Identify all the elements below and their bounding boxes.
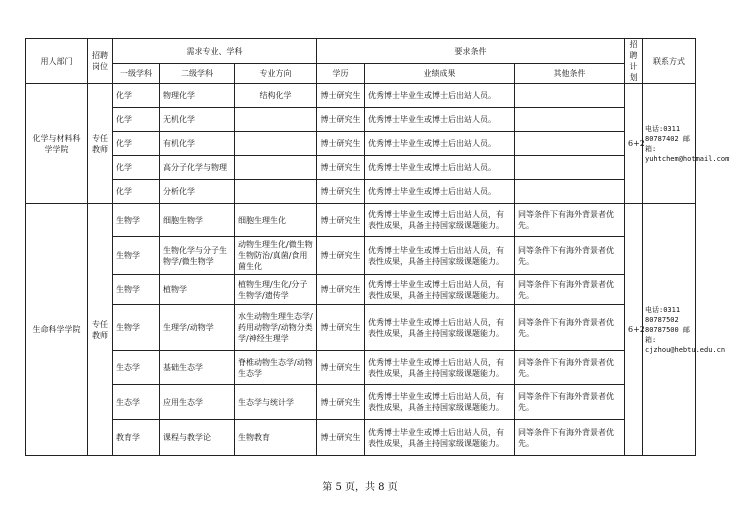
table-row [26,275,696,305]
header-other: 其他条件 [515,64,625,84]
degree-cell: 博士研究生 [317,156,365,180]
plan-cell: 6+2 [625,204,643,456]
degree-cell: 博士研究生 [317,420,365,456]
achievement-cell: 优秀博士毕业生或博士后出站人员。 [365,156,515,180]
dept-cell: 化学与材料科学学院 [26,84,88,204]
plan-cell: 6+2 [625,84,643,204]
header-level1: 一级学科 [113,64,160,84]
level2-cell: 分析化学 [160,180,235,204]
other-cell [515,156,625,180]
table-row [26,237,696,275]
level2-cell: 应用生态学 [160,385,235,420]
degree-cell: 博士研究生 [317,180,365,204]
other-cell [515,132,625,156]
direction-cell [235,108,317,132]
level1-cell: 生态学 [113,351,160,385]
achievement-cell: 优秀博士毕业生或博士后出站人员。 [365,132,515,156]
table-row [26,420,696,456]
level1-cell: 化学 [113,180,160,204]
table-row [26,385,696,420]
direction-cell: 生态学与统计学 [235,385,317,420]
achievement-cell: 优秀博士毕业生或博士后出站人员。 [365,180,515,204]
page-footer: 第 5 页，共 8 页 [322,482,398,493]
recruitment-table [25,38,729,456]
achievement-cell: 优秀博士毕业生或博士后出站人员，有表性成果，具备主持国家级课题能力。 [365,204,515,237]
degree-cell: 博士研究生 [317,84,365,108]
level1-cell: 生态学 [113,385,160,420]
achievement-cell: 优秀博士毕业生或博士后出站人员。 [365,84,515,108]
header-direction: 专业方向 [235,64,317,84]
degree-cell: 博士研究生 [317,237,365,275]
degree-cell: 博士研究生 [317,275,365,305]
level2-cell: 细胞生物学 [160,204,235,237]
table-row [26,84,696,108]
achievement-cell: 优秀博士毕业生或博士后出站人员，有表性成果，具备主持国家级课题能力。 [365,305,515,351]
level2-cell: 课程与教学论 [160,420,235,456]
level1-cell: 生物学 [113,237,160,275]
header-post: 招聘岗位 [88,39,113,84]
achievement-cell: 优秀博士毕业生或博士后出站人员，有表性成果，具备主持国家级课题能力。 [365,385,515,420]
direction-cell: 动物生理生化/微生物生物防治/真菌/食用菌生化 [235,237,317,275]
direction-cell [235,156,317,180]
level1-cell: 生物学 [113,204,160,237]
direction-cell: 生物教育 [235,420,317,456]
other-cell: 同等条件下有海外背景者优先。 [515,305,625,351]
other-cell [515,108,625,132]
other-cell: 同等条件下有海外背景者优先。 [515,204,625,237]
level1-cell: 生物学 [113,305,160,351]
direction-cell [235,180,317,204]
other-cell [515,180,625,204]
direction-cell: 脊椎动物生态学/动物生态学 [235,351,317,385]
other-cell [515,84,625,108]
other-cell: 同等条件下有海外背景者优先。 [515,237,625,275]
level2-cell: 无机化学 [160,108,235,132]
header-dept: 用人部门 [26,39,88,84]
other-cell: 同等条件下有海外背景者优先。 [515,385,625,420]
level2-cell: 生理学/动物学 [160,305,235,351]
table-row [26,204,696,237]
level1-cell: 化学 [113,156,160,180]
table-row [26,351,696,385]
contact-cell: 电话:0311 80787402 邮箱: yuhtchem@hotmail.com [643,84,696,204]
level2-cell: 物理化学 [160,84,235,108]
direction-cell: 植物生理/生化/分子生物学/遗传学 [235,275,317,305]
post-cell: 专任教师 [88,204,113,456]
table-row [26,305,696,351]
level2-cell: 植物学 [160,275,235,305]
header-achievement: 业绩成果 [365,64,515,84]
direction-cell [235,132,317,156]
level2-cell: 有机化学 [160,132,235,156]
degree-cell: 博士研究生 [317,385,365,420]
level1-cell: 化学 [113,108,160,132]
level1-cell: 教育学 [113,420,160,456]
degree-cell: 博士研究生 [317,132,365,156]
direction-cell: 细胞生理生化 [235,204,317,237]
achievement-cell: 优秀博士毕业生或博士后出站人员。 [365,108,515,132]
table-row [26,108,696,132]
recruitment-table-page [25,38,729,456]
table-row [26,132,696,156]
level2-cell: 基础生态学 [160,351,235,385]
header-req-major: 需求专业、学科 [113,39,317,64]
contact-cell: 电话:0311 80787502 80787500 邮箱: cjzhou@hebtu.edu.cn [643,204,696,456]
level2-cell: 生物化学与分子生物学/微生物学 [160,237,235,275]
header-level2: 二级学科 [160,64,235,84]
other-cell: 同等条件下有海外背景者优先。 [515,351,625,385]
level2-cell: 高分子化学与物理 [160,156,235,180]
header-degree: 学历 [317,64,365,84]
table-row [26,180,696,204]
degree-cell: 博士研究生 [317,204,365,237]
level1-cell: 生物学 [113,275,160,305]
degree-cell: 博士研究生 [317,108,365,132]
other-cell: 同等条件下有海外背景者优先。 [515,420,625,456]
post-cell: 专任教师 [88,84,113,204]
direction-cell: 水生动物生理生态学/药用动物学/动物分类学/神经生理学 [235,305,317,351]
header-req-cond: 要求条件 [317,39,625,64]
level1-cell: 化学 [113,132,160,156]
level1-cell: 化学 [113,84,160,108]
achievement-cell: 优秀博士毕业生或博士后出站人员，有表性成果，具备主持国家级课题能力。 [365,351,515,385]
header-plan: 招聘计划 [625,39,643,84]
achievement-cell: 优秀博士毕业生或博士后出站人员，有表性成果，具备主持国家级课题能力。 [365,237,515,275]
dept-cell: 生命科学学院 [26,204,88,456]
achievement-cell: 优秀博士毕业生或博士后出站人员，有表性成果，具备主持国家级课题能力。 [365,275,515,305]
header-contact: 联系方式 [643,39,696,84]
achievement-cell: 优秀博士毕业生或博士后出站人员，有表性成果，具备主持国家级课题能力。 [365,420,515,456]
other-cell: 同等条件下有海外背景者优先。 [515,275,625,305]
degree-cell: 博士研究生 [317,351,365,385]
degree-cell: 博士研究生 [317,305,365,351]
direction-cell: 结构化学 [235,84,317,108]
table-row [26,156,696,180]
